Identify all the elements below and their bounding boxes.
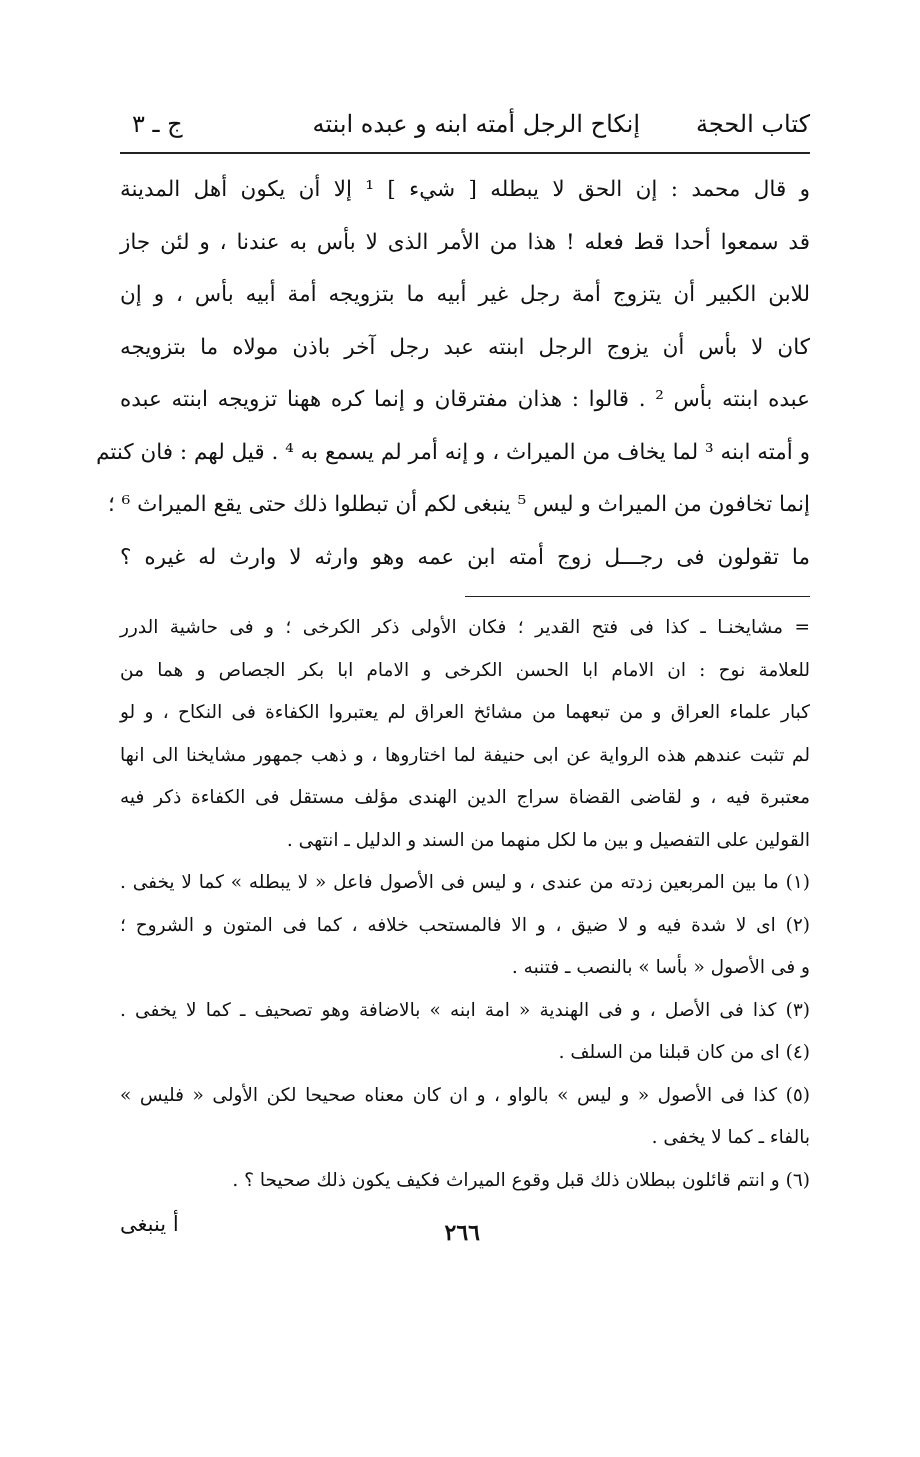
main-text xyxy=(96,164,810,584)
footnote-1: (١) ما بين المربعين زدته من عندى ، و ليس فى الأصول فاعل « لا يبطله » كما لا يخفى . xyxy=(120,872,810,893)
page-number: ٢٦٦ xyxy=(444,1220,480,1246)
footnote-line: لم تثبت عندهم هذه الرواية عن ابى حنيفة لما اختاروها ، و ذهب جمهور مشايخنا الى انها xyxy=(120,744,810,766)
footnote-5-continued: بالفاء ـ كما لا يخفى . xyxy=(651,1127,810,1148)
main-text-line: و أمته ابنه ³ لما يخاف من الميراث ، و إنه أمر لم يسمع به ⁴ . قيل لهم : فان كنتم xyxy=(96,439,810,465)
running-header xyxy=(120,100,810,154)
footnote-line: القولين على التفصيل و بين ما لكل منهما من السند و الدليل ـ انتهى . xyxy=(286,829,810,851)
volume-number: ج ـ ٣ xyxy=(132,110,183,138)
footnote-divider xyxy=(465,596,810,597)
main-text-line: للابن الكبير أن يتزوج أمة رجل غير أبيه ما بتزويجه أمة أبيه بأس ، و إن xyxy=(120,282,810,307)
footnote-line: كبار علماء العراق و من تبعهما من مشائخ العراق لم يعتبروا الكفاءة فى النكاح ، و لو xyxy=(120,702,810,723)
footnote-3: (٣) كذا فى الأصل ، و فى الهندية « امة ابنه » بالاضافة وهو تصحيف ـ كما لا يخفى . xyxy=(120,999,810,1021)
footnote-2-continued: و فى الأصول « بأسا » بالنصب ـ فتنبه . xyxy=(511,957,810,978)
footnotes xyxy=(120,607,810,1202)
main-text-line: قد سمعوا أحدا قط فعله ! هذا من الأمر الذى لا بأس به عندنا ، و لئن جاز xyxy=(120,229,810,255)
footnote-line: للعلامة نوح : ان الامام ابا الحسن الكرخى و الامام ابا بكر الجصاص و هما من xyxy=(120,659,810,681)
footnote-4: (٤) اى من كان قبلنا من السلف . xyxy=(558,1042,810,1063)
main-text-line: عبده ابنته بأس ² . قالوا : هذان مفترقان و إنما كره ههنا تزويجه ابنته عبده xyxy=(120,387,810,412)
book-page xyxy=(96,100,810,1360)
main-text-line: و قال محمد : إن الحق لا يبطله [ شيء ] ¹ إلا أن يكون أهل المدينة xyxy=(120,177,810,202)
footnote-line: = مشايخنـا ـ كذا فى فتح القدير ؛ فكان الأولى ذكر الكرخى ؛ و فى حاشية الدرر xyxy=(120,617,810,638)
main-text-line: كان لا بأس أن يزوج الرجل ابنته عبد رجل آخر باذن مولاه ما بتزويجه xyxy=(120,334,810,360)
page-footer xyxy=(120,1212,810,1256)
footnote-5: (٥) كذا فى الأصول « و ليس » بالواو ، و ان كان معناه صحيحا لكن الأولى « فليس » xyxy=(120,1084,810,1106)
book-title: كتاب الحجة xyxy=(695,110,810,138)
catchword: أ ينبغى xyxy=(120,1212,179,1236)
main-text-line: إنما تخافون من الميراث و ليس ⁵ ينبغى لكم أن تبطلوا ذلك حتى يقع الميراث ⁶ ؛ xyxy=(107,492,810,517)
main-text-line: ما تقولون فى رجـــل زوج أمته ابن عمه وهو وارثه لا وارث له غيره ؟ xyxy=(120,544,810,570)
footnote-line: معتبرة فيه ، و لقاضى القضاة سراج الدين الهندى مؤلف مستقل فى الكفاءة ذكر فيه xyxy=(120,787,810,808)
footnote-2: (٢) اى لا شدة فيه و لا ضيق ، و الا فالمستحب خلافه ، كما فى المتون و الشروح ؛ xyxy=(120,914,810,936)
chapter-title: إنكاح الرجل أمته ابنه و عبده ابنته xyxy=(312,110,640,138)
footnote-6: (٦) و انتم قائلون ببطلان ذلك قبل وقوع الميراث فكيف يكون ذلك صحيحا ؟ . xyxy=(232,1169,810,1191)
